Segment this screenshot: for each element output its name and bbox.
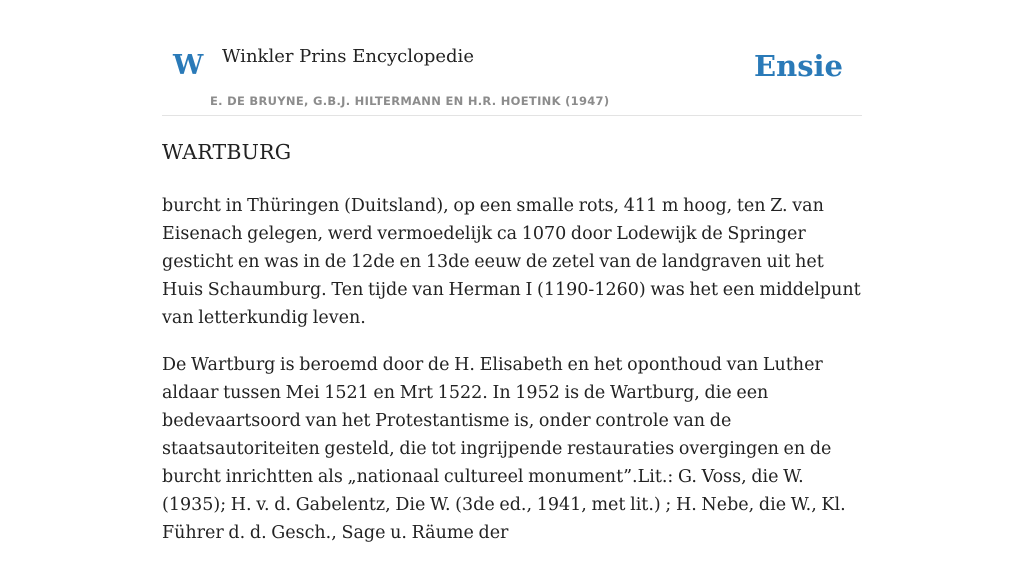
article-title: WARTBURG (162, 140, 292, 164)
encyclopedia-logo-icon[interactable]: W (173, 50, 204, 81)
ensie-logo[interactable]: Ensie (754, 49, 843, 83)
article-paragraph-1: burcht in Thüringen (Duitsland), op een smalle rots, 411 m hoog, ten Z. van Eisenach gelegen, werd vermoedelijk ca 1070 door Lodewijk de Springer gesticht en was in de 12de en 13de eeuw de zetel van de landgraven uit het Huis Schaumburg. Ten tijde van Herman I (1190-1260) was het een middelpunt van letterkundig leven. (162, 196, 861, 328)
source-authors: E. DE BRUYNE, G.B.J. HILTERMANN EN H.R. HOETINK (1947) (210, 94, 610, 108)
source-header (162, 0, 862, 116)
source-title[interactable]: Winkler Prins Encyclopedie (222, 46, 474, 67)
article-paragraph-2: De Wartburg is beroemd door de H. Elisabeth en het oponthoud van Luther aldaar tussen Mei 1521 en Mrt 1522. In 1952 is de Wartburg, die een bedevaartsoord van het Protestantisme is, onder controle van de staatsautoriteiten gesteld, die tot ingrijpende restauraties overgingen en de burcht inrichtten als „nationaal cultureel monument”.Lit.: G. Voss, die W. (1935); H. v. d. Gabelentz, Die W. (3de ed., 1941, met lit.) ; H. Nebe, die W., Kl. Führer d. d. Gesch., Sage u. Räume der (162, 355, 846, 543)
article-body (162, 192, 862, 566)
